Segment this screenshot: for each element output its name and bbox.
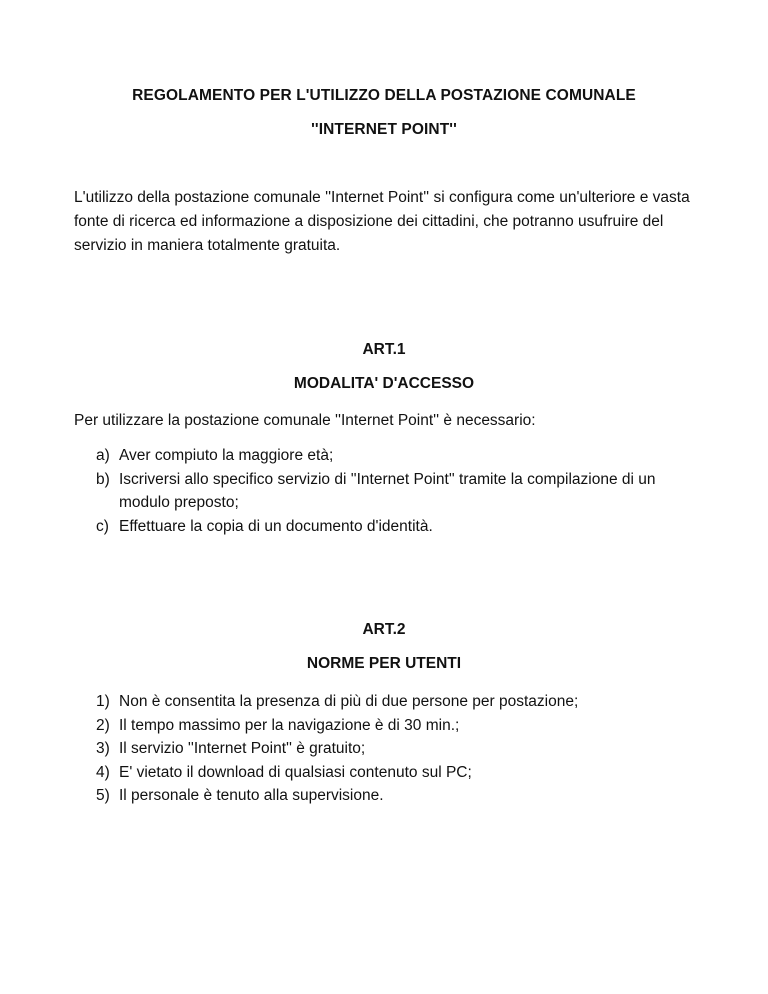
list-item-text: Effettuare la copia di un documento d'identità.	[119, 517, 433, 535]
list-marker: a)	[96, 447, 110, 464]
list-item-text: Il personale è tenuto alla supervisione.	[119, 787, 384, 804]
list-item	[74, 761, 694, 785]
list-item	[74, 737, 694, 761]
list-item	[74, 714, 694, 738]
document-subtitle: ''INTERNET POINT''	[311, 121, 457, 138]
list-marker: b)	[96, 470, 110, 488]
list-item-text: Iscriversi allo specifico servizio di ''Internet Point'' tramite la compilazione di un modulo preposto;	[119, 470, 656, 511]
list-marker: 2)	[96, 716, 110, 734]
list-item-text: Il tempo massimo per la navigazione è di 30 min.;	[119, 716, 460, 734]
list-marker: c)	[96, 517, 109, 535]
document-title: REGOLAMENTO PER L'UTILIZZO DELLA POSTAZIONE COMUNALE	[132, 87, 636, 104]
intro-paragraph: L'utilizzo della postazione comunale ''Internet Point'' si configura come un'ulteriore e vasta fonte di ricerca ed informazione a disposizione dei cittadini, che potranno usufruire del servizio in maniera totalmente gratuita.	[74, 189, 690, 254]
list-item-text: Non è consentita la presenza di più di due persone per postazione;	[119, 693, 579, 710]
list-item-text: E' vietato il download di qualsiasi contenuto sul PC;	[119, 763, 472, 781]
list-marker: 3)	[96, 740, 110, 757]
list-item	[74, 444, 694, 468]
art1-lead-paragraph: Per utilizzare la postazione comunale ''Internet Point'' è necessario:	[74, 412, 536, 429]
art2-number: ART.2	[362, 621, 406, 638]
art1-heading: MODALITA' D'ACCESSO	[293, 375, 475, 392]
art2-heading: NORME PER UTENTI	[306, 655, 462, 672]
list-marker: 1)	[96, 693, 110, 710]
art2-list	[74, 690, 694, 808]
list-item-text: Il servizio ''Internet Point'' è gratuito;	[119, 740, 366, 757]
list-marker: 4)	[96, 763, 110, 781]
list-item-text: Aver compiuto la maggiore età;	[119, 447, 334, 464]
art1-number: ART.1	[362, 341, 406, 358]
list-marker: 5)	[96, 787, 110, 804]
list-item	[74, 690, 694, 714]
art1-list	[74, 444, 694, 538]
list-item	[74, 468, 694, 515]
list-item	[74, 784, 694, 808]
list-item	[74, 515, 694, 539]
